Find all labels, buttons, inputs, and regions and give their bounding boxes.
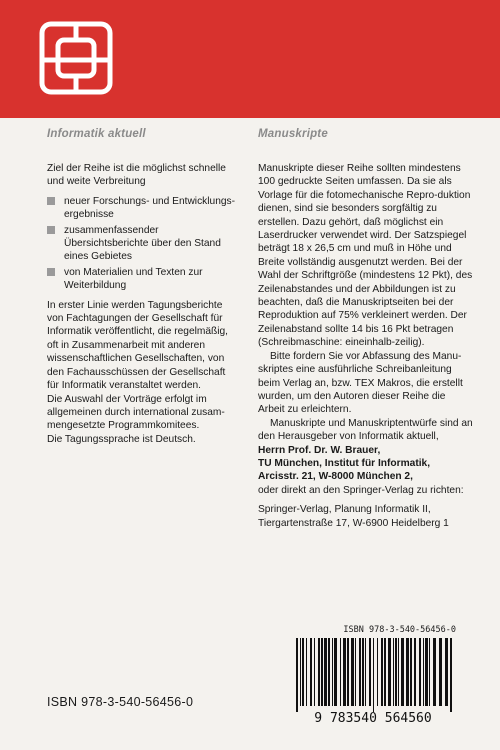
barcode-bar — [450, 638, 452, 712]
barcode-bar — [384, 638, 386, 706]
square-bullet-icon — [47, 268, 55, 276]
barcode-bar — [445, 638, 448, 706]
barcode-isbn-label: ISBN 978-3-540-56456-0 — [343, 625, 456, 635]
barcode-bar — [328, 638, 330, 706]
barcode-bar — [300, 638, 301, 706]
square-bullet-icon — [47, 226, 55, 234]
barcode-bar — [318, 638, 320, 706]
barcode-icon — [286, 638, 460, 726]
barcode-bar — [401, 638, 404, 706]
barcode-bar — [324, 638, 327, 706]
barcode-bar — [355, 638, 356, 706]
barcode-bar — [306, 638, 307, 706]
publisher-intro: oder direkt an den Springer-Verlag zu richten: — [258, 484, 464, 496]
barcode-bar — [381, 638, 383, 706]
barcode-digits: 9 783540 564560 — [314, 711, 432, 726]
barcode-bar — [439, 638, 442, 706]
barcode-bar — [362, 638, 364, 706]
manuscripts-heading: Manuskripte — [258, 128, 328, 140]
goal-list — [47, 195, 237, 293]
barcode-bar — [419, 638, 421, 706]
square-bullet-icon — [47, 197, 55, 205]
barcode-bar — [425, 638, 428, 706]
publisher-line-2: Tiergartenstraße 17, W-6900 Heidelberg 1 — [258, 517, 449, 529]
publisher-line-1: Springer-Verlag, Planung Informatik II, — [258, 504, 431, 516]
language-text: Die Tagungssprache ist Deutsch. — [47, 433, 196, 445]
red-header-band — [0, 0, 500, 118]
barcode-bar — [393, 638, 394, 706]
barcode-bar — [423, 638, 424, 706]
barcode-bar — [429, 638, 430, 706]
list-item: neuer Forschungs- und Entwicklungs-ergebnisse — [47, 195, 237, 222]
isbn-text: ISBN 978-3-540-56456-0 — [47, 695, 194, 709]
barcode-bar — [351, 638, 354, 706]
barcode-bar — [302, 638, 304, 706]
barcode-bar — [340, 638, 341, 706]
editor-name: Herrn Prof. Dr. W. Brauer, — [258, 444, 381, 456]
barcode-bar — [377, 638, 378, 706]
list-item: von Materialien und Texten zur Weiterbildung — [47, 266, 237, 293]
barcode-bar — [314, 638, 315, 706]
left-column — [47, 128, 237, 446]
style-guide-text: Bitte fordern Sie vor Abfassung des Manu-skriptes eine ausführliche Schreibanleitung beim Verlag an, bzw. TEX Makros, die erstellt wurden, um den Autoren dieser Reihe die Arbeit zu erleichtern. — [258, 350, 463, 416]
proceedings-text: In erster Linie werden Tagungsberichte von Fachtagungen der Gesellschaft für Informatik veröffentlicht, die regelmäßig, oft in Zusammenarbeit mit anderen wissenschaftlichen Gesellschaften, von den Fachausschüssen der Gesellschaft für Informatik veranstaltet werden. — [47, 299, 229, 392]
barcode-bar — [310, 638, 312, 706]
editor-institute: TU München, Institut für Informatik, — [258, 457, 431, 469]
barcode-block — [286, 625, 460, 726]
right-column — [258, 128, 473, 530]
springer-logo-icon — [36, 18, 116, 98]
series-heading: Informatik aktuell — [47, 128, 146, 140]
selection-text: Die Auswahl der Vorträge erfolgt im allgemeinen durch international zusam-mengesetzte Programmkomitees. — [47, 393, 225, 432]
barcode-bar — [414, 638, 416, 706]
barcode-bar — [373, 638, 374, 712]
barcode-bar — [395, 638, 397, 706]
barcode-bar — [334, 638, 337, 706]
barcode-bar — [296, 638, 298, 712]
barcode-bar — [398, 638, 399, 706]
editor-street: Arcisstr. 21, W-8000 München 2, — [258, 471, 413, 483]
barcode-bar — [347, 638, 349, 706]
barcode-bar — [410, 638, 412, 706]
barcode-bar — [369, 638, 371, 706]
list-item: zusammenfassender Übersichtsberichte über den Stand eines Gebietes — [47, 224, 237, 264]
barcode-bar — [343, 638, 346, 706]
barcode-bar — [321, 638, 323, 706]
barcode-bar — [388, 638, 391, 706]
barcode-bar — [365, 638, 366, 706]
barcode-bar — [406, 638, 409, 706]
barcode-bar — [359, 638, 361, 706]
submission-text: Manuskripte und Manuskriptentwürfe sind an den Herausgeber von Informatik aktuell, — [258, 417, 473, 443]
barcode-bar — [332, 638, 333, 706]
manuscript-requirements-text: Manuskripte dieser Reihe sollten mindestens 100 gedruckte Seiten umfassen. Da sie als Vorlage für die fotomechanische Repro-duktion dienen, sind sie besonders sorgfältig zu erstellen. Dazu gehört, daß möglichst ein Laserdrucker verwendet wird. Der Satzspiegel beträgt 18 x 26,5 cm und muß in Höhe und Breite vollständig ausgenutzt werden. Bei der Wahl der Schriftgröße (mindestens 12 Pkt), des Zeilenabstandes und der Abbildungen ist zu beachten, daß die Manuskriptseiten bei der Reproduktion auf 75% verkleinert werden. Der Zeilenabstand sollte 14 bis 16 Pkt betragen (Schreibmaschine: eineinhalb-zeilig). — [258, 163, 473, 349]
barcode-bar — [433, 638, 436, 706]
intro-text: Ziel der Reihe ist die möglichst schnelle und weite Verbreitung — [47, 163, 226, 188]
